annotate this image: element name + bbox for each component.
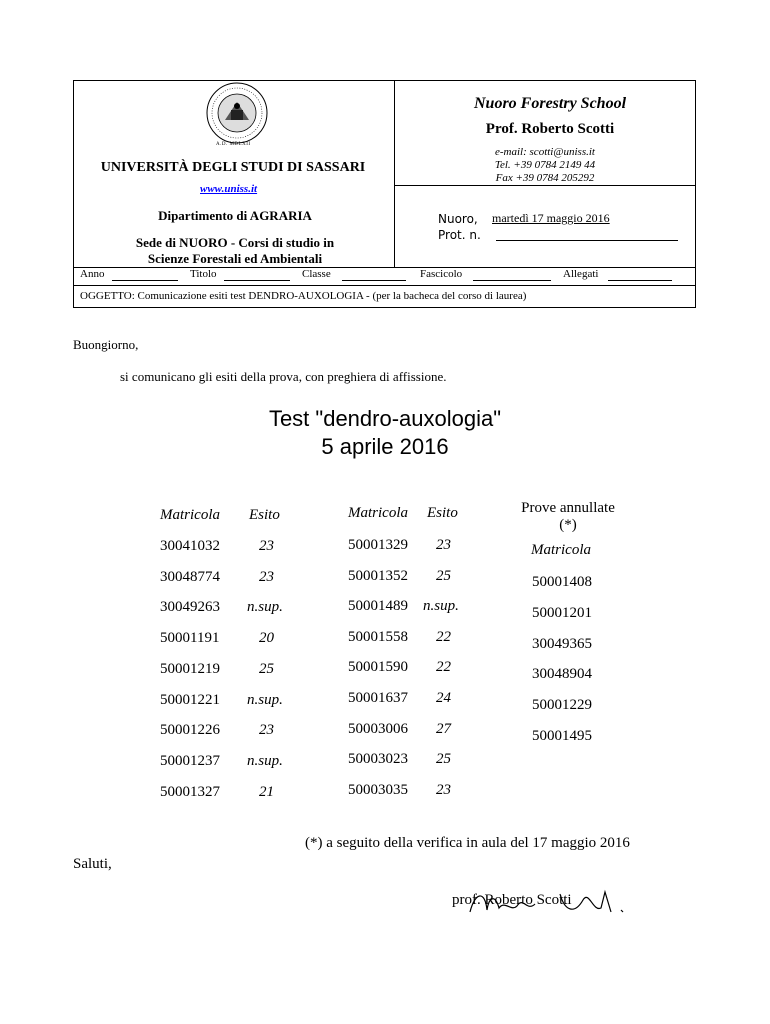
esito-cell: n.sup. <box>247 691 283 708</box>
esito-cell: 21 <box>259 783 274 800</box>
left-matricola-header: Matricola <box>160 507 220 523</box>
matricola-cell: 50003035 <box>348 781 408 798</box>
test-date: 5 aprile 2016 <box>321 434 449 459</box>
esito-cell: 23 <box>259 538 274 554</box>
letter-date: martedì 17 maggio 2016 <box>492 211 610 225</box>
letterhead-divider <box>394 80 395 268</box>
matricola-cell: 30048774 <box>160 568 220 585</box>
annulled-matricola-cell: 50001229 <box>532 697 592 714</box>
esito-cell: 23 <box>436 781 451 798</box>
matricola-cell: 50001237 <box>160 752 220 769</box>
esito-cell: 23 <box>259 568 274 585</box>
telephone: Tel. +39 0784 2149 44 <box>494 159 596 171</box>
closing: Saluti, <box>73 856 112 872</box>
fascicolo-blank <box>473 280 551 281</box>
matricola-cell: 50001226 <box>160 722 220 739</box>
matricola-cell: 50003006 <box>348 720 408 737</box>
left-esito-header: Esito <box>249 507 280 523</box>
esito-cell: 25 <box>436 567 451 584</box>
university-website-link[interactable]: www.uniss.it <box>200 183 258 195</box>
matricola-cell: 50001352 <box>348 567 408 584</box>
matricola-cell: 50001590 <box>348 659 408 676</box>
subject-line: OGGETTO: Comunicazione esiti test DENDRO-AUXOLOGIA - (per la bacheca del corso di laurea) <box>80 290 527 302</box>
esito-cell: 23 <box>436 537 451 553</box>
anno-blank <box>112 280 178 281</box>
esito-cell: n.sup. <box>423 598 459 615</box>
esito-cell: 27 <box>436 720 451 737</box>
protocol-label: Prot. n. <box>438 228 481 242</box>
intro-text: si comunicano gli esiti della prova, con preghiera di affissione. <box>120 369 447 384</box>
esito-cell: 23 <box>259 722 274 739</box>
sede-info <box>90 235 380 267</box>
right-esito-header: Esito <box>427 505 458 521</box>
contact-divider <box>394 185 696 186</box>
matricola-cell: 50001558 <box>348 628 408 645</box>
classe-label: Classe <box>302 268 331 280</box>
esito-cell: 22 <box>436 659 451 676</box>
greeting: Buongiorno, <box>73 337 139 352</box>
esito-cell: n.sup. <box>247 599 283 616</box>
titolo-blank <box>224 280 290 281</box>
esito-cell: 22 <box>436 628 451 645</box>
classification-top-line <box>73 267 696 268</box>
right-matricola-header: Matricola <box>348 505 408 521</box>
esito-cell: n.sup. <box>247 752 283 769</box>
seal-caption: A.D. MDLXII <box>216 142 251 147</box>
matricola-cell: 50001191 <box>160 630 220 647</box>
matricola-cell: 50001221 <box>160 691 220 708</box>
annulled-title: Prove annullate <box>521 500 615 516</box>
matricola-cell: 30041032 <box>160 538 220 554</box>
place-label: Nuoro, <box>438 212 478 226</box>
matricola-cell: 50001327 <box>160 783 220 800</box>
esito-cell: 25 <box>259 660 274 677</box>
protocol-blank <box>496 240 678 241</box>
school-name: Nuoro Forestry School <box>473 95 627 112</box>
footnote: (*) a seguito della verifica in aula del 17 maggio 2016 <box>305 835 630 851</box>
fascicolo-label: Fascicolo <box>420 268 463 280</box>
annulled-mark: (*) <box>559 517 577 533</box>
annulled-matricola-header: Matricola <box>531 542 591 558</box>
allegati-label: Allegati <box>563 268 599 280</box>
matricola-cell: 50001329 <box>348 537 408 553</box>
esito-cell: 20 <box>259 630 274 647</box>
sede-line-2: Scienze Forestali ed Ambientali <box>147 251 323 266</box>
matricola-cell: 50001219 <box>160 660 220 677</box>
matricola-cell: 50001637 <box>348 690 408 706</box>
matricola-cell: 50003023 <box>348 751 408 768</box>
allegati-blank <box>608 280 672 281</box>
test-title: Test "dendro-auxologia" <box>268 406 502 431</box>
matricola-cell: 50001489 <box>348 598 408 615</box>
fax: Fax +39 0784 205292 <box>495 172 595 184</box>
letterhead-box <box>73 80 696 308</box>
classification-bottom-line <box>73 285 696 286</box>
matricola-cell: 30049263 <box>160 599 220 616</box>
titolo-label: Titolo <box>190 268 217 280</box>
annulled-matricola-cell: 50001495 <box>532 728 592 744</box>
department-name: Dipartimento di AGRARIA <box>158 208 312 223</box>
esito-cell: 24 <box>436 690 451 706</box>
university-seal-logo <box>203 82 271 150</box>
annulled-matricola-cell: 30048904 <box>532 666 592 683</box>
university-name: UNIVERSITÀ DEGLI STUDI DI SASSARI <box>100 160 366 175</box>
annulled-header <box>500 500 636 534</box>
esito-cell: 25 <box>436 751 451 768</box>
email: e-mail: scotti@uniss.it <box>495 146 595 158</box>
handwritten-signature <box>465 882 635 922</box>
contact-info <box>400 146 690 185</box>
sede-line-1: Sede di NUORO - Corsi di studio in <box>135 235 335 250</box>
annulled-matricola-cell: 50001408 <box>532 574 592 590</box>
classe-blank <box>342 280 406 281</box>
signatory-name: prof. Roberto Scotti <box>452 892 572 908</box>
professor-name: Prof. Roberto Scotti <box>485 121 615 137</box>
annulled-matricola-cell: 50001201 <box>532 604 592 621</box>
anno-label: Anno <box>80 268 105 280</box>
annulled-matricola-cell: 30049365 <box>532 635 592 652</box>
